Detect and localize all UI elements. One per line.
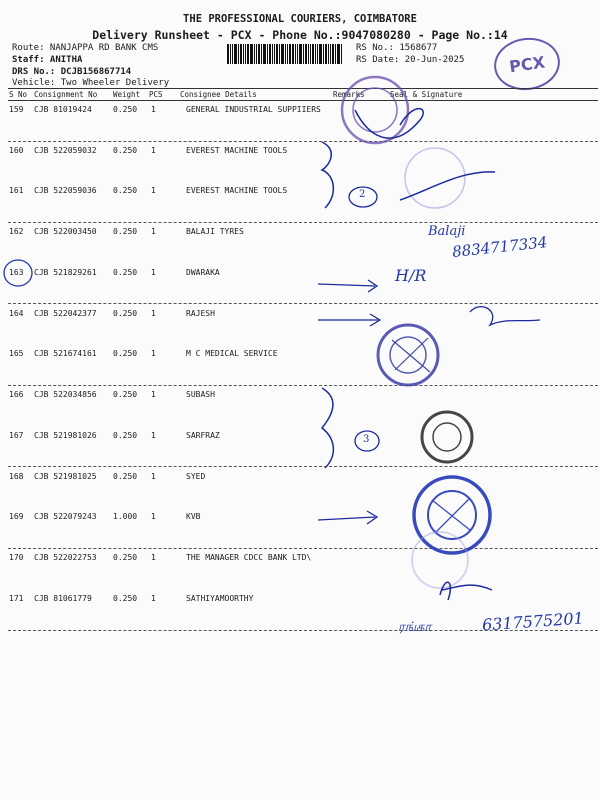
rs-number: RS No.: 1568677 [356,43,438,53]
pcx-stamp: PCX [491,34,564,95]
row-consignment: CJB 521674161 [34,349,97,358]
row-sno: 171 [9,594,24,603]
handwritten-mark: 2 [359,189,366,200]
row-consignment: CJB 522042377 [34,309,97,318]
round-seal-stamp [342,77,408,143]
row-sno: 166 [9,390,24,399]
row-consignment: CJB 81019424 [34,105,92,114]
col-consignment: Consignment No [34,90,98,99]
brace-mark [322,388,333,468]
row-sno: 160 [9,146,24,155]
row-pcs: 1 [151,105,156,114]
signature-stroke [400,172,495,200]
row-consignee: KVB [186,512,201,521]
handwritten-phone: 6317575201 [481,608,585,635]
row-consignment: CJB 522003450 [34,227,97,236]
signature-stroke [355,109,423,139]
runsheet-title: Delivery Runsheet - PCX - Phone No.:9047080280 - Page No.:14 [92,28,508,42]
row-weight: 0.250 [113,105,138,114]
signature-stroke [470,307,540,325]
row-pcs: 1 [151,349,156,358]
handwritten-note: H/R [395,266,427,285]
row-consignee: EVEREST MACHINE TOOLS [186,186,288,195]
row-pcs: 1 [151,594,156,603]
row-consignee: SYED [186,472,206,481]
row-sno: 163 [9,268,24,277]
row-pcs: 1 [151,431,156,440]
circle-mark-163 [4,260,32,286]
row-weight: 0.250 [113,472,138,481]
row-consignee: SUBASH [186,390,215,399]
medical-seal-stamp [378,325,438,385]
faint-seal-stamp [412,532,468,588]
row-consignment: CJB 522059032 [34,146,97,155]
row-weight: 1.000 [113,512,138,521]
row-pcs: 1 [151,268,156,277]
arrow-mark [318,511,377,524]
row-pcs: 1 [151,512,156,521]
row-consignee: BALAJI TYRES [186,227,244,236]
row-sno: 168 [9,472,24,481]
handwritten-signature: Balaji [428,224,466,239]
row-sno: 170 [9,553,24,562]
row-consignment: CJB 522022753 [34,553,97,562]
col-remarks: Remarks [333,90,365,99]
row-pcs: 1 [151,227,156,236]
row-consignee: SATHIYAMOORTHY [186,594,254,603]
row-weight: 0.250 [113,594,138,603]
row-consignee: SARFRAZ [186,431,220,440]
row-consignee: DWARAKA [186,268,220,277]
row-consignee: THE MANAGER CDCC BANK LTD\ [186,553,312,562]
brace-mark [322,142,333,208]
row-consignee: M C MEDICAL SERVICE [186,349,278,358]
arrow-mark [318,280,377,292]
row-weight: 0.250 [113,390,138,399]
col-seal: Seal & Signature [390,90,463,99]
row-weight: 0.250 [113,146,138,155]
dark-seal-stamp [422,412,472,462]
col-pcs: PCS [149,90,163,99]
handwritten-signature: ரங்கா [398,620,432,635]
row-consignment: CJB 522034856 [34,390,97,399]
handwritten-mark: 3 [363,434,370,445]
rs-date: RS Date: 20-Jun-2025 [356,55,465,65]
row-consignee: EVEREST MACHINE TOOLS [186,146,288,155]
drs-number: DRS No.: DCJB156867714 [12,67,132,77]
row-sno: 162 [9,227,24,236]
row-weight: 0.250 [113,227,138,236]
row-pcs: 1 [151,472,156,481]
row-weight: 0.250 [113,309,138,318]
handwritten-phone: 8834717334 [451,233,549,261]
row-pcs: 1 [151,146,156,155]
row-sno: 159 [9,105,24,114]
row-sno: 164 [9,309,24,318]
row-pcs: 1 [151,553,156,562]
vehicle-label: Vehicle: Two Wheeler Delivery [12,78,170,88]
row-consignment: CJB 521981026 [34,431,97,440]
row-sno: 169 [9,512,24,521]
row-consignment: CJB 521829261 [34,268,97,277]
row-weight: 0.250 [113,186,138,195]
col-sno: S No [9,90,28,99]
row-pcs: 1 [151,309,156,318]
row-consignee: GENERAL INDUSTRIAL SUPPIIERS [186,105,321,114]
row-weight: 0.250 [113,553,138,562]
staff-label: Staff: ANITHA [12,55,83,65]
row-consignment: CJB 522059036 [34,186,97,195]
row-consignee: RAJESH [186,309,215,318]
row-weight: 0.250 [113,268,138,277]
row-consignment: CJB 81061779 [34,594,92,603]
row-sno: 165 [9,349,24,358]
row-weight: 0.250 [113,349,138,358]
arrow-mark [318,314,380,326]
signature-stroke [440,582,492,600]
row-pcs: 1 [151,186,156,195]
row-sno: 167 [9,431,24,440]
row-consignment: CJB 522079243 [34,512,97,521]
company-title: THE PROFESSIONAL COURIERS, COIMBATORE [183,13,417,25]
route-label: Route: NANJAPPA RD BANK CMS [12,43,159,53]
col-details: Consignee Details [180,90,257,99]
row-pcs: 1 [151,390,156,399]
bank-seal-stamp [414,477,490,553]
row-weight: 0.250 [113,431,138,440]
col-weight: Weight [113,90,141,99]
row-sno: 161 [9,186,24,195]
row-consignment: CJB 521981025 [34,472,97,481]
